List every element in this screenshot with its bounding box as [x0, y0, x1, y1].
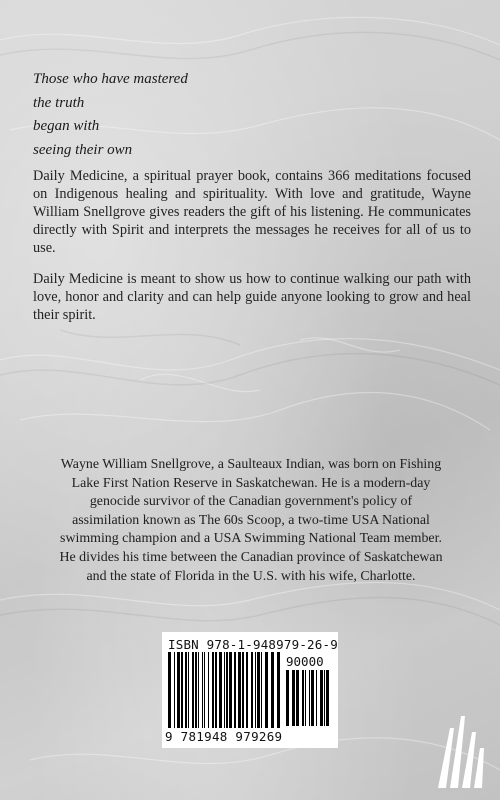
price-code: 90000 [286, 654, 324, 669]
tagline-line: seeing their own [33, 141, 133, 158]
barcode-bar [188, 652, 189, 728]
barcode-bar [185, 652, 187, 728]
barcode-bar [246, 652, 248, 728]
barcode-bar [181, 652, 183, 728]
barcode-bar [271, 652, 274, 728]
tagline-line: Those who have mastered [33, 71, 188, 87]
barcode-bar [261, 652, 262, 728]
barcode-bar [316, 670, 317, 726]
author-bio: Wayne William Snellgrove, a Saulteaux Indian, was born on Fishing Lake First Nation Reserve in Saskatchewan. He is a modern-day genocide survivor of the Canadian government's policy of assimilation known as The 60s Scoop, a two-time USA National swimming champion and a USA Swimming National Team member. He divides his time between the Canadian province of Saskatchewan and the state of Florida in the U.S. with his wife, Charlotte. [59, 457, 443, 584]
barcode-bar [212, 652, 214, 728]
barcode-bar [251, 652, 253, 728]
barcode-bar [224, 652, 225, 728]
barcode-bar [255, 652, 256, 728]
publisher-logo-icon [432, 708, 488, 790]
barcode-bar [238, 652, 241, 728]
barcode-bar [324, 670, 325, 726]
barcode-bar [192, 652, 194, 728]
description-paragraph: Daily Medicine is meant to show us how to continue walking our path with love, honor and clarity and can help guide anyone looking to grow and heal their spirit. [33, 271, 471, 323]
barcode-bar [305, 670, 306, 726]
barcode-bar [168, 652, 171, 728]
barcode-bar [257, 652, 260, 728]
barcode-bar [302, 670, 304, 726]
barcode-bar [226, 652, 228, 728]
description-paragraph: Daily Medicine, a spiritual prayer book, contains 366 meditations focused on Indigenous healing and spirituality. With love and gratitude, Wayne William Snellgrove gives readers the gift of his listening. He communicates directly with Spirit and interprets the messages he receives for all of us to use. [33, 168, 471, 256]
tagline-line: the truth [33, 94, 85, 111]
barcode-bar [204, 652, 205, 728]
barcode-bar [292, 670, 295, 726]
barcode-bar [311, 670, 314, 726]
barcode-bar [309, 670, 310, 726]
barcode-bar [234, 652, 236, 728]
barcode-bar [326, 670, 329, 726]
price-barcode-bars [286, 670, 332, 726]
barcode-bar [242, 652, 244, 728]
barcode-bar [208, 652, 209, 728]
barcode-bar [286, 670, 289, 726]
barcode-bar [215, 652, 217, 728]
barcode-bar [195, 652, 197, 728]
barcode-bar [277, 652, 280, 728]
barcode-bar [229, 652, 232, 728]
barcode-bar [296, 670, 299, 726]
barcode-bar [265, 652, 268, 728]
barcode-bar [174, 652, 175, 728]
isbn-label: ISBN 978-1-948979-26-9 [168, 637, 338, 652]
barcode-digits: 9 781948 979269 [165, 729, 283, 744]
ean-barcode-bars [168, 652, 280, 728]
tagline [33, 68, 333, 162]
barcode-bar [202, 652, 203, 728]
barcode-bar [177, 652, 180, 728]
barcode-bar [320, 670, 323, 726]
tagline-line: began with [33, 118, 100, 134]
barcode-bar [219, 652, 222, 728]
isbn-barcode [162, 632, 338, 748]
barcode-bar [198, 652, 199, 728]
